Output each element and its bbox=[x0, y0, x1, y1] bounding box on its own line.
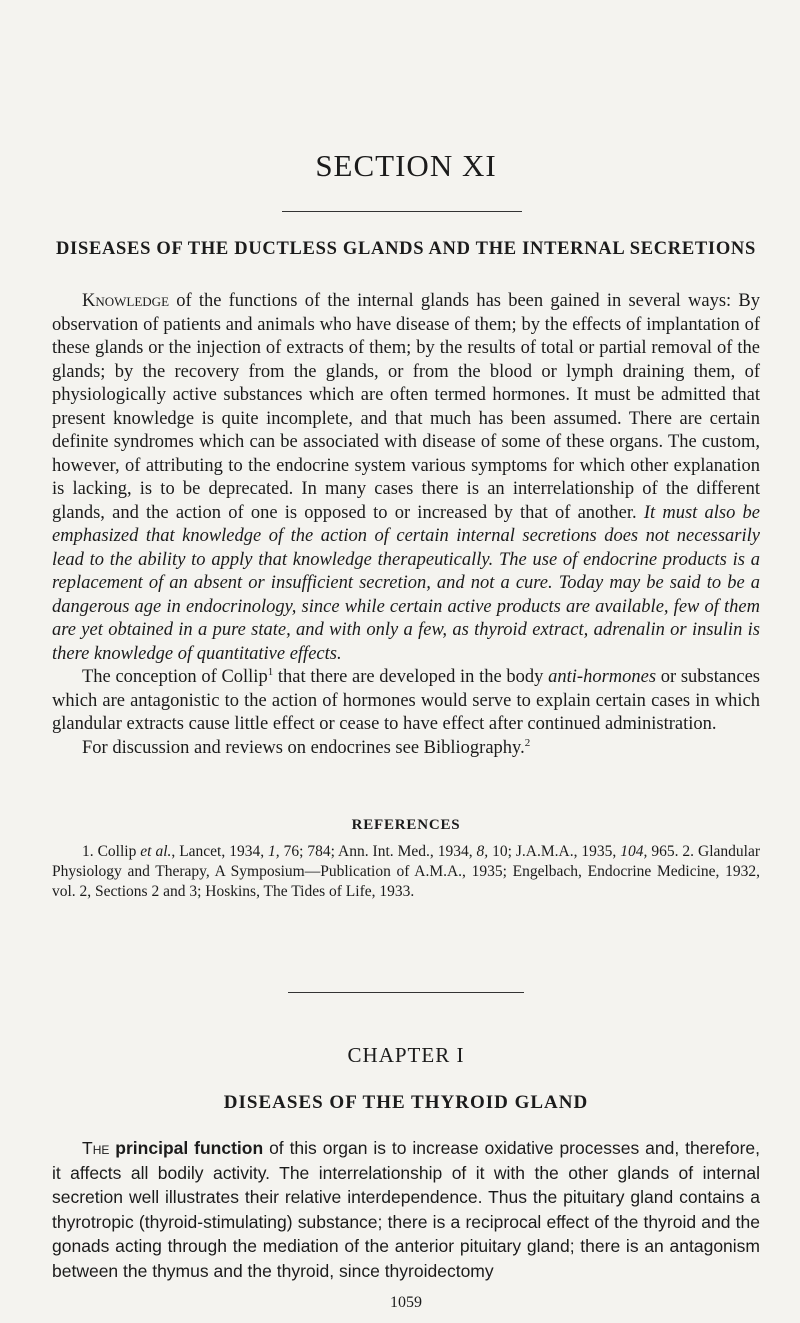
footnote-ref-1: 1 bbox=[267, 665, 274, 678]
chapter-rule bbox=[288, 992, 524, 993]
chapter-lead: The bbox=[82, 1138, 110, 1158]
section-title: DISEASES OF THE DUCTLESS GLANDS AND THE INTERNAL SECRETIONS bbox=[56, 239, 756, 259]
chapter-title: DISEASES OF THE THYROID GLAND bbox=[223, 1092, 589, 1113]
chapter-heading: CHAPTER I bbox=[347, 1043, 465, 1067]
intro-paragraph-3: For discussion and reviews on endocrines see Bibliography.$^2$ bbox=[82, 736, 531, 758]
reference-2: 2. Glandular Physiology and Therapy, A Symposium—Publication of A.M.A., 1935; Engelbach, Endocrine Medicine, 1932, vol. 2, Sections 2 and 3; Hoskins, The Tides of Life, 1933. bbox=[52, 843, 760, 900]
intro-emphasis: It must also be emphasized that knowledge of the action of certain internal secretions does not necessarily lead to the ability to apply that knowledge therapeutically. The use of endocrine products is a replacement of an absent or insufficient secretion, and not a cure. Today may be said to be a dangerous age in endocrinology, since while certain active products are available, few of them are yet obtained in a pure state, and with only a few, as thyroid extract, adrenalin or insulin is there knowledge of quantitative effects. bbox=[52, 502, 760, 664]
references-heading: REFERENCES bbox=[351, 817, 461, 833]
section-rule bbox=[282, 211, 522, 212]
page-number: 1059 bbox=[390, 1294, 422, 1311]
intro-text bbox=[52, 290, 760, 760]
intro-paragraph-1: Knowledge of the functions of the internal glands has been gained in several ways: By observation of patients and animals who have disease of them; by the effects of implantation of these glands or the injection of extracts of them; by the results of total or partial removal of the glands; by the recovery from the glands, or from the blood or lymph draining them, of physiologically active substances which are often termed hormones. It must be admitted that present knowledge is quite incomplete, and that much has been assumed. There are certain definite syndromes which can be associated with disease of some of these organs. The custom, however, of attributing to the endocrine system various symptoms for which other explanation is lacking, is to be deprecated. In many cases there is an interrelationship of the different glands, and the action of one is opposed to or increased by that of another. It must also be emphasized that knowledge of the action of certain internal secretions does not necessarily lead to the ability to apply that knowledge therapeutically. The use of endocrine products is a replacement of an absent or insufficient secretion, and not a cure. Today may be said to be a dangerous age in endocrinology, since while certain active products are available, few of them are yet obtained in a pure state, and with only a few, as thyroid extract, adrenalin or insulin is there knowledge of quantitative effects. bbox=[52, 291, 760, 664]
intro-paragraph-2: The conception of Collip$^1$ that there are developed in the body anti-hormones or substances which are antagonistic to the action of hormones would serve to explain certain cases in which glandular extracts cause little effect or cease to have effect after continued administration. bbox=[52, 665, 760, 734]
chapter-text: The principal function of this organ is to increase oxidative processes and, therefore, it affects all bodily activity. The interrelationship of it with the other glands of internal secretion well illustrates their relative interdependence. Thus the pituitary gland contains a thyrotropic (thyroid-stimulating) substance; there is a reciprocal effect of the thyroid and the gonads acting through the mediation of the anterior pituitary gland; there is an antagonism between the thymus and the thyroid, since thyroidectomy bbox=[52, 1138, 760, 1281]
section-heading: SECTION XI bbox=[315, 148, 497, 183]
footnote-ref-2: 2 bbox=[524, 736, 531, 749]
intro-lead: Knowledge bbox=[82, 291, 170, 311]
references-list: 1. Collip et al., Lancet, 1934, 1, 76; 784; Ann. Int. Med., 1934, 8, 10; J.A.M.A., 1935, 104, 965. 2. Glandular Physiology and Therapy, A Symposium—Publication of A.M.A., 1935; Engelbach, Endocrine Medicine, 1932, vol. 2, Sections 2 and 3; Hoskins, The Tides of Life, 1933. bbox=[52, 843, 760, 900]
